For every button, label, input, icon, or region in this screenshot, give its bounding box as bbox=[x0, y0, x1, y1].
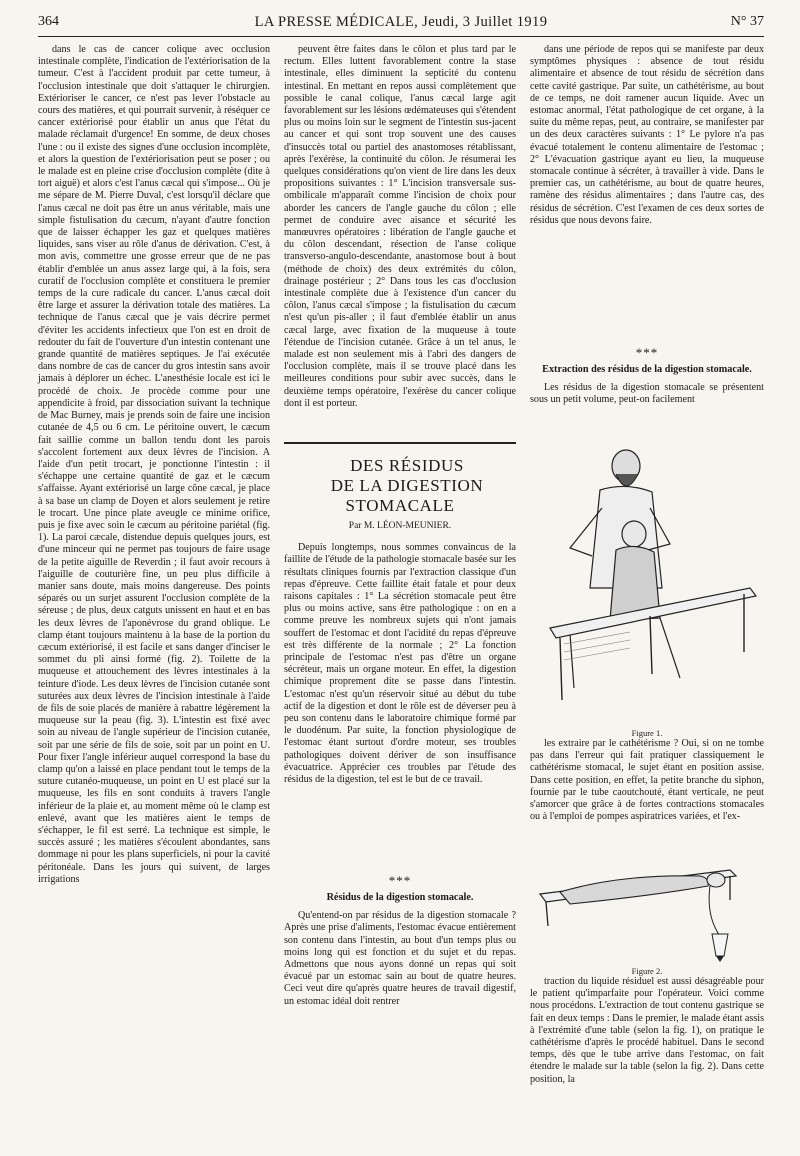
figure-1-illustration bbox=[530, 438, 764, 728]
col2-continued-text: peuvent être faites dans le côlon et plus tard par le rectum. Elles luttent favorablement contre la stase intestinale, elles diminuent la septicité du contenu intestinal. En mettant en repos aussi complètement que possible le canal colique, l'anus cæcal large agit favorablement sur les lésions œdémateuses qui s'étendent plus ou moins loin sur le segment de l'intestin sus-jacent au cancer et qui sont trop souvent une des causes d'insuccès total ou partiel des anastomoses rétablissant, après l'exérèse, la continuité du côlon. Je résumerai les quelques considérations qu'on vient de lire dans les deux propositions suivantes : 1° L'incision transversale sus-ombilicale m'apparaît comme l'incision de choix pour aborder les cancers de l'angle gauche du côlon ; elle permet de conduire avec aisance et sécurité les manœuvres opératoires : libération de l'angle gauche et du côlon descendant, résection de l'anse colique transverso-angulo-descendante, anastomose bout à bout (méthode de choix) des deux extrémités du côlon, drainage postérieur ; 2° Dans tous les cas d'occlusion intestinale complète due à l'existence d'un cancer du côlon, l'anus cæcal s'impose ; la fistulisation du cæcum n'est qu'un pis-aller ; il faut d'emblée établir un anus cæcal large, avec fixation de la muqueuse à toute l'étendue de l'incision cutanée. Grâce à un tel anus, le malade est non seulement mis à l'abri des dangers de l'occlusion complète, mais il se trouve placé dans les meilleures conditions pour subir avec succès, dans le deuxième temps opératoire, l'exérèse du cancer colique dont il est porteur. bbox=[284, 44, 516, 409]
page-header bbox=[38, 14, 764, 36]
col3-text-2: Les résidus de la digestion stomacale se présentent sous un petit volume, peut-on facilement bbox=[530, 382, 764, 406]
column-2 bbox=[284, 44, 516, 1074]
figure-1 bbox=[530, 438, 764, 738]
figure-2-illustration bbox=[530, 856, 764, 966]
col3-text-1: dans une période de repos qui se manifeste par deux symptômes physiques : absence de tout résidu alimentaire et absence de tout résidu de sécrétion dans cette cavité gastrique. Par suite, un cathétérisme, au bout de ce temps, ne doit ramener aucun liquide. Avec un estomac anormal, l'état pathologique de cet organe, à la suite du même repas, peut, au contraire, se manifester par un des deux caractères suivants : 1° Le pylore n'a pas évacué totalement le contenu alimentaire de l'estomac ; 2° L'évacuation gastrique ayant eu lieu, la muqueuse stomacale continue à sécréter, à travailler à vide. Dans le premier cas, un cathétérisme, au bout de quatre heures, ramène des résidus alimentaires ; dans l'autre cas, des résidus de sécrétion. C'est l'examen de ces deux sortes de résidus que nous devons faire. bbox=[530, 44, 764, 226]
page-number: 364 bbox=[38, 14, 59, 29]
figure-2 bbox=[530, 856, 764, 976]
column-1 bbox=[38, 44, 270, 1074]
article-intro: Depuis longtemps, nous sommes convaincus de la faillite de l'étude de la pathologie stomacale basée sur les résultats cliniques fournis par l'extraction classique d'un repas d'épreuve. Cette faillite était fatale et pour deux raisons capitales : 1° La sécrétion stomacale peut être plus ou moins active, sans être pathologique : on en a comme preuve les nombreux sujets qui n'ont jamais souffert de l'estomac et dont l'acidité du repas d'épreuve est très différente de la normale ; 2° La fonction principale de l'estomac n'est pas d'être un organe sécréteur, mais un organe moteur. En effet, la digestion chimique proprement dite se passe dans l'intestin. L'estomac n'est qu'un réservoir situé au début du tube actif de la digestion et dont le rôle est de déverser peu à peu son contenu dans le laboratoire chimique formé par le duodénum. Par suite, la fonction physiologique de l'estomac étant surtout d'ordre moteur, ses troubles pathologiques doivent dériver de son insuffisance évacuatrice. Apprécier ces troubles par l'étude des résidus de la digestion, tel est le but de ce travail. bbox=[284, 542, 516, 786]
col3-text-3: les extraire par le cathétérisme ? Oui, si on ne tombe pas dans l'erreur qui fait pratiquer classiquement le cathétérisme stomacal, le sujet étant en position assise. Dans cette position, en effet, la petite branche du siphon, fournie par le tube caoutchouté, étant verticale, ne peut s'amorcer que grâce à de fortes contractions stomacales ou à l'emploi de pompes aspiratrices variées, et l'ex- bbox=[530, 738, 764, 823]
section-text: Qu'entend-on par résidus de la digestion stomacale ? Après une prise d'aliments, l'estomac évacue entièrement son contenu dans l'intestin, au bout d'un temps plus ou moins long qui est fonction et du sujet et du repas. Admettons que nous ayons donné un repas qui soit évacué par un estomac sain au bout de quatre heures. Ceci veut dire qu'après quatre heures de travail digestif, un estomac idéal doit rentrer bbox=[284, 910, 516, 1007]
issue-number: N° 37 bbox=[730, 14, 764, 29]
col1-text: dans le cas de cancer colique avec occlusion intestinale complète, l'indication de l'extériorisation de la tumeur. C'est à l'accident produit par cette tumeur, à l'occlusion intestinale que doit s'attaquer le chirurgien. Extérioriser le cancer, ce n'est pas lever l'obstacle au cours des matières, et qui pourrait survenir, à réséquer ce cancer extériorisé pour établir un anus que l'état du malade réclamait d'urgence! En somme, de deux choses l'une : ou il existe des signes d'une occlusion incomplète, et alors la question de l'extériorisation peut se poser ; ou le malade est en pleine crise d'occlusion complète (dite à tort aiguë) et alors c'est l'anus cæcal qui s'impose... Où je me sépare de M. Pierre Duval, c'est lorsqu'il déclare que l'anus cæcal ne doit pas être un anus véritable, mais une simple fistulisation du cæcum, n'ayant d'autre fonction que de laisser échapper les gaz et quelques matières liquides, sans viser au rôle d'anus de dérivation. C'est, à mon avis, commettre une grosse erreur que de ne pas établir d'emblée un anus assez large qui, à la fois, sera curatif de l'occlusion complète et constituera le premier temps de la cure radicale du cancer. L'anus cæcal doit être large et assurer la dérivation totale des matières. La technique de l'anus cæcal que je vais décrire permet d'éviter les accidents infectieux que l'on est en droit de redouter du fait de l'ouverture d'un intestin contenant une grande quantité de matières septiques. Je l'ai exécutée dans nombre de cas de cancer du gros intestin sans avoir jamais à déplorer un échec. L'anesthésie locale est ici le procédé de choix. Je procède comme pour une appendicite à froid, par dissociation suivant la technique de Mac Burney, mais je prends soin de faire une incision cutanée de 4,5 ou 6 cm. Le péritoine ouvert, le cæcum fait saillie comme un ballon tendu dont les parois s'accolent fortement aux deux lèvres de l'incision. A l'aide d'un petit trocart, je ponctionne l'intestin : il s'échappe une certaine quantité de gaz et le cæcum s'affaisse. Ayant extériorisé un large cône cæcal, je place à sa base un clamp de Doyen et alors seulement je retire le trocart. Une pince plate aveugle ce minime orifice, puis je fixe avec soin le cæcum au péritoine pariétal (fig. 1). La paroi cæcale, distendue depuis quelques jours, est d'une minceur qui ne permet pas toujours de faire usage de la petite aiguille de Reverdin ; il faut avoir recours à l'aiguille de couturière fine, un peu plus difficile à manier sans doute, mais moins dangereuse. Des points séparés ou un surjet assurent l'occlusion complète de la séreuse ; de plus, deux catguts unissent en haut et en bas les deux lèvres de l'aponévrose du grand oblique. Le clamp étant toujours maintenu à la base de la portion du cæcum extériorisé, il est facile et sans danger d'inciser le sommet du pli ainsi formé (fig. 2). Toilette de la muqueuse et attouchement des lèvres intestinales à la teinture d'iode. Les deux lèvres de l'incision cutanée sont suturées aux deux lèvres de l'incision intestinale à l'aide de fils de soie placés de manière à rabattre légèrement la muqueuse sur la peau (fig. 3). L'intestin est fixé avec soin au niveau de l'angle supérieur de l'incision cutanée, soit par une série de fils de soie, soit par un point en U. Pour fixer l'angle inférieur auquel correspond la base du clamp qu'on a laissé en place pendant tout le temps de la suture cutanéo-muqueuse, un point en U est placé sur la muqueuse, les fils en sont conduits à travers l'angle inférieur de la plaie et, au moment même où le clamp est enlevé, avant que les matières aient le temps de s'échapper, le fil est serré. La technique est simple, le succès assuré ; les matières s'écoulent abondantes, sans dommage ni pour les plans superficiels, ni pour la cavité péritonéale. Dans les jours qui suivent, de larges irrigations bbox=[38, 44, 270, 885]
col3-section-heading: Extraction des résidus de la digestion stomacale. bbox=[542, 364, 752, 375]
figure-2-caption: Figure 2. bbox=[631, 966, 663, 976]
journal-title: LA PRESSE MÉDICALE, Jeudi, 3 Juillet 1919 bbox=[254, 14, 548, 30]
col3-text-4: traction du liquide résiduel est aussi désagréable pour le patient qu'imparfaite pour l'opérateur. Voici comme nous procédons. L'extraction de tout contenu gastrique se fait en deux temps : Dans le premier, le malade étant assis à l'extrémité d'une table (selon la fig. 1), on pratique le cathétérisme d'après le procédé habituel. Dans le second temps, dès que le tube arrive dans l'estomac, on fait étendre le malade sur la table (selon la fig. 2). Dans cette position, la bbox=[530, 976, 764, 1085]
figure-1-caption: Figure 1. bbox=[631, 728, 663, 738]
header-rule bbox=[38, 36, 764, 37]
article-title-line1: DES RÉSIDUS bbox=[350, 456, 464, 475]
column-3 bbox=[530, 44, 764, 1085]
section-heading: Résidus de la digestion stomacale. bbox=[326, 892, 474, 904]
section-stars: *** bbox=[388, 873, 412, 889]
col3-stars: *** bbox=[635, 345, 659, 360]
article-title-line2: DE LA DIGESTION STOMACALE bbox=[330, 476, 484, 515]
article-author: Par M. LÉON-MEUNIER. bbox=[348, 521, 452, 531]
article-divider bbox=[284, 442, 516, 444]
